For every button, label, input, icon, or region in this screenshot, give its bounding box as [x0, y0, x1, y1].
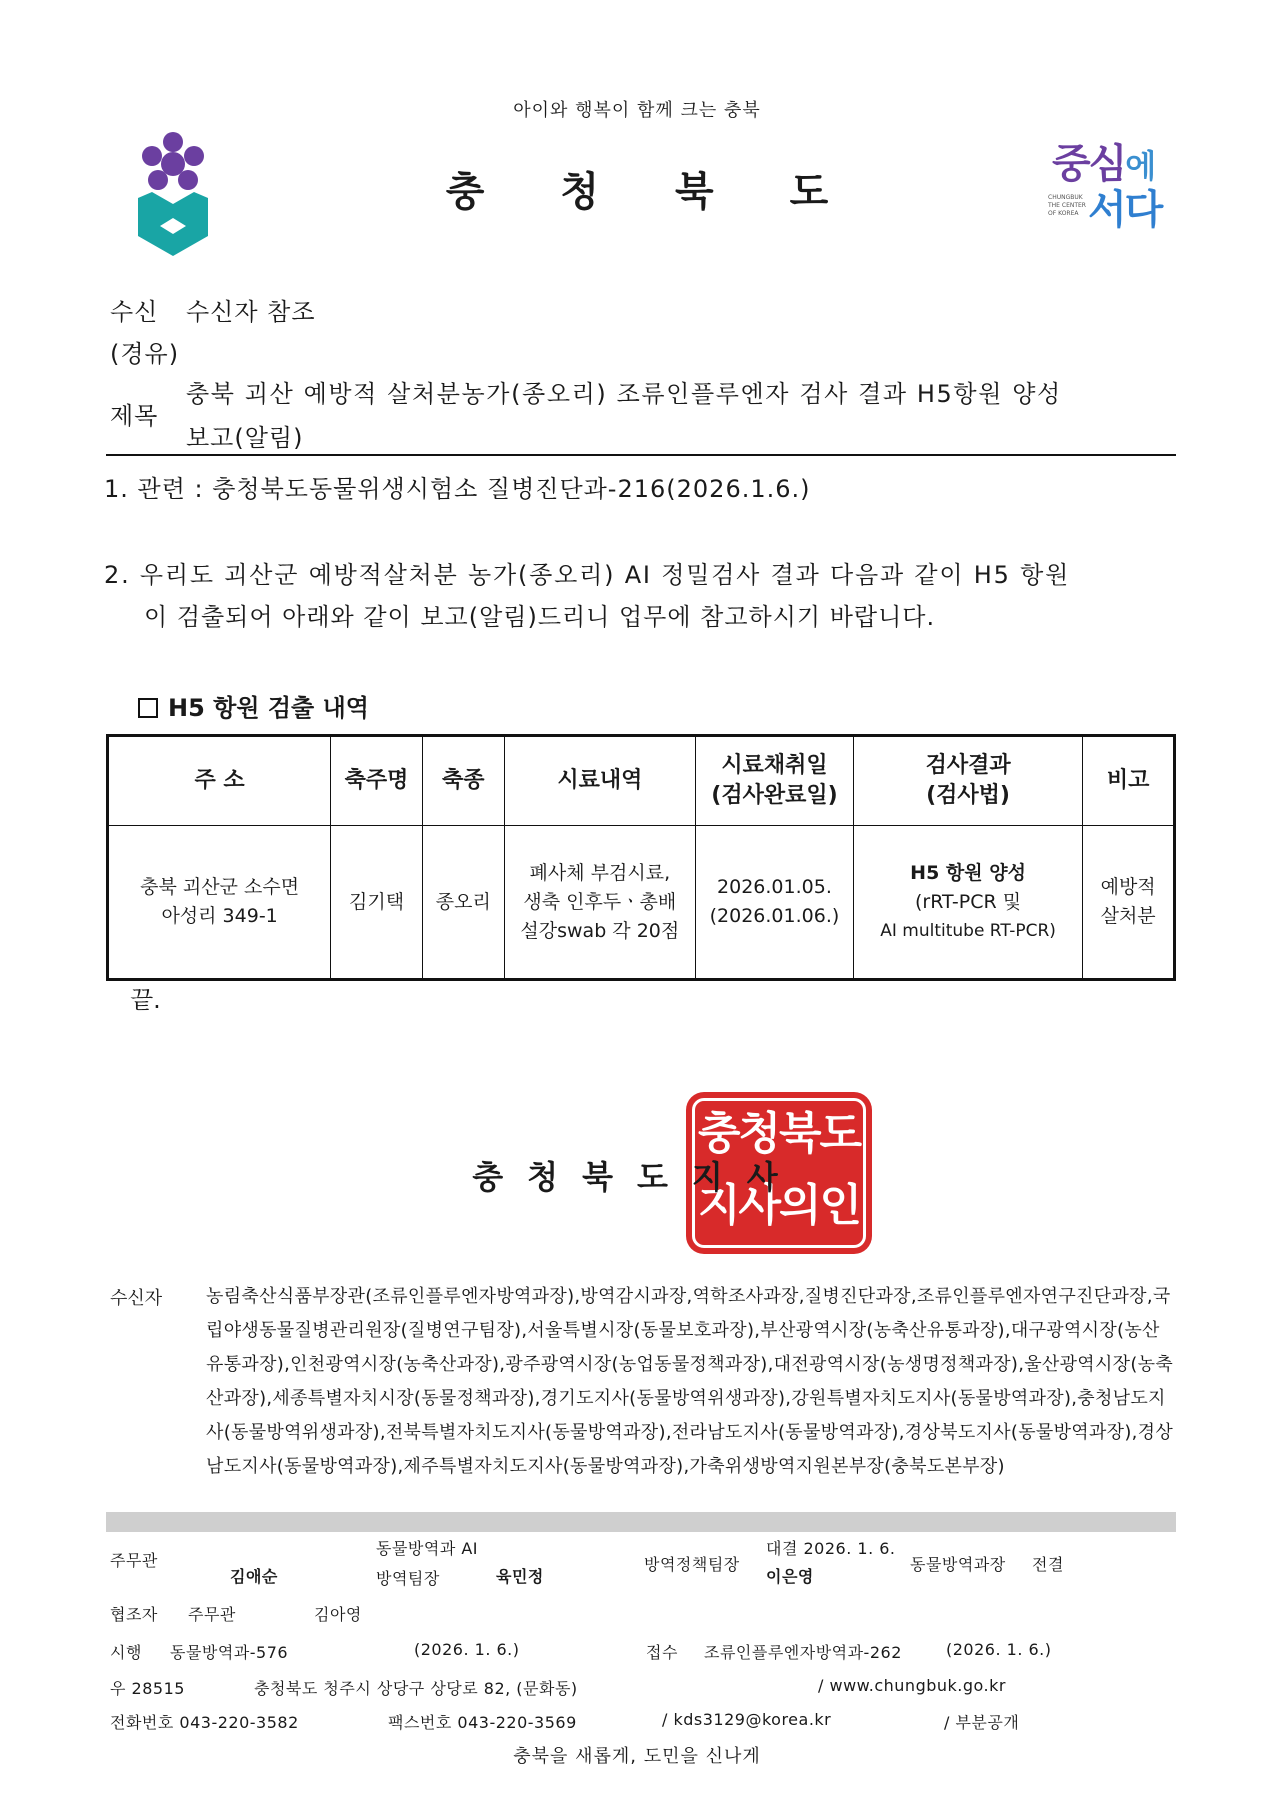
header-date-line-1: 시료채취일: [721, 753, 828, 778]
team-leader-name: 육민정: [496, 1567, 544, 1586]
cell-date-line-2: (2026.01.06.): [709, 905, 840, 927]
brand-logo-line1-small: 에: [1125, 147, 1155, 185]
website-link[interactable]: / www.chungbuk.go.kr: [818, 1676, 1006, 1695]
cooperator-role: 주무관: [188, 1605, 236, 1624]
header-address: 주 소: [108, 736, 331, 826]
end-mark: 끝.: [130, 986, 161, 1014]
checkbox-square-icon: [138, 698, 158, 718]
receipt-number: 조류인플루엔자방역과-262: [704, 1643, 902, 1662]
disclosure-status: / 부분공개: [944, 1713, 1020, 1732]
cell-sample: [504, 826, 695, 980]
cooperator-label: 협조자: [110, 1605, 158, 1624]
cell-note-line-1: 예방적: [1100, 876, 1156, 898]
section-title: [138, 688, 369, 723]
policy-delegation: 대결 2026. 1. 6.: [766, 1539, 896, 1558]
cell-sample-line-2: 생축 인후두ㆍ총배: [523, 890, 677, 913]
header-owner: 축주명: [331, 736, 423, 826]
enforcement-date: (2026. 1. 6.): [414, 1640, 520, 1659]
header-divider: [106, 454, 1176, 456]
cooperator-name: 김아영: [314, 1605, 362, 1624]
header-note: 비고: [1083, 736, 1175, 826]
h5-detection-table: [106, 734, 1176, 981]
cell-address-line-1: 충북 괴산군 소수면: [140, 876, 300, 898]
subject-label: 제목: [110, 402, 159, 430]
footer-divider-bar: [106, 1512, 1176, 1532]
cell-sample-line-1: 폐사체 부검시료,: [529, 861, 671, 884]
recipients-list: 농림축산식품부장관(조류인플루엔자방역과장),방역감시과장,역학조사과장,질병진단과장,조류인플루엔자연구진단과장,국립야생동물질병관리원장(질병연구팀장),서울특별시장(동물보호과장),부산광역시장(농축산유통과장),대구광역시장(농산유통과장),인천광역시장(농축산과장),광주광역시장(농업동물정책과장),대전광역시장(농생명정책과장),울산광역시장(농축산과장),세종특별자치시장(동물정책과장),경기도지사(동물방역위생과장),강원특별자치도지사(동물방역과장),충청남도지사(동물방역위생과장),전북특별자치도지사(동물방역과장),전라남도지사(동물방역과장),경상북도지사(동물방역과장),경상남도지사(동물방역과장),제주특별자치도지사(동물방역과장),가축위생방역지원본부장(충북도본부장): [206, 1286, 1174, 1477]
header-sample: 시료내역: [504, 736, 695, 826]
organization-title: 충청북도: [445, 169, 905, 215]
brand-logo-line1: 중심: [1052, 141, 1126, 187]
seal-text-line-1: 충청북도: [697, 1108, 860, 1159]
cell-note-line-2: 살처분: [1100, 905, 1156, 927]
team-role-line-2: 방역팀장: [376, 1569, 440, 1588]
body-item-2-line-1: 2. 우리도 괴산군 예방적살처분 농가(종오리) AI 정밀검사 결과 다음과 같이 H5 항원: [104, 561, 1071, 589]
recipient-label: 수신: [110, 298, 159, 326]
officer-name: 김애순: [230, 1567, 278, 1586]
header-result-line-1: 검사결과: [925, 753, 1011, 778]
cell-address: [108, 826, 331, 980]
cell-owner: 김기택: [331, 826, 423, 980]
table-row: [108, 826, 1175, 980]
fax-number: 팩스번호 043-220-3569: [388, 1713, 577, 1732]
enforcement-number: 동물방역과-576: [170, 1643, 289, 1662]
header-result-line-2: (검사법): [926, 783, 1010, 808]
section-title-text: H5 항원 검출 내역: [168, 694, 369, 722]
header-date-line-2: (검사완료일): [711, 783, 838, 808]
cell-note: [1083, 826, 1175, 980]
officer-label: 주무관: [110, 1551, 158, 1570]
brand-logo-line2: 서다: [1088, 187, 1162, 233]
body-item-2-line-2: 이 검출되어 아래와 같이 보고(알림)드리니 업무에 참고하시기 바랍니다.: [144, 603, 936, 631]
header-date: [696, 736, 854, 826]
subject-line-2: 보고(알림): [186, 424, 304, 452]
email-link[interactable]: / kds3129@korea.kr: [662, 1710, 832, 1729]
header-species: 축종: [422, 736, 504, 826]
policy-team-role: 방역정책팀장: [644, 1555, 740, 1574]
header-result: [853, 736, 1082, 826]
receipt-date: (2026. 1. 6.): [946, 1640, 1052, 1659]
cell-species: 종오리: [422, 826, 504, 980]
cell-sample-line-3: 설강swab 각 20점: [520, 919, 680, 942]
cell-result-line-2: (rRT-PCR 및: [915, 890, 1022, 913]
brand-logo-small-text: CHUNGBUK THE CENTER OF KOREA: [1048, 194, 1086, 217]
recipient-value: 수신자 참조: [186, 298, 316, 326]
cell-date-line-1: 2026.01.05.: [717, 876, 832, 898]
table-header-row: [108, 736, 1175, 826]
postal-code: 우 28515: [110, 1679, 185, 1698]
recipients-label: 수신자: [110, 1288, 163, 1309]
seal-text-line-2: 지사의인: [697, 1180, 860, 1231]
dept-head-role: 동물방역과장: [910, 1555, 1006, 1574]
brand-slogan-logo: [1048, 142, 1168, 238]
body-item-1: 1. 관련 : 충청북도동물위생시험소 질병진단과-216(2026.1.6.): [104, 475, 811, 503]
policy-leader-name: 이은영: [766, 1567, 814, 1586]
cell-address-line-2: 아성리 349-1: [161, 905, 278, 927]
dept-head-status: 전결: [1032, 1555, 1064, 1574]
office-address: 충청북도 청주시 상당구 상당로 82, (문화동): [254, 1679, 578, 1698]
team-role-line-1: 동물방역과 AI: [376, 1539, 479, 1558]
enforcement-label: 시행: [110, 1643, 142, 1662]
cell-result: [853, 826, 1082, 980]
cell-result-line-1: H5 항원 양성: [910, 861, 1026, 884]
header-slogan: 아이와 행복이 함께 크는 충북: [513, 100, 761, 121]
phone-number: 전화번호 043-220-3582: [110, 1713, 299, 1732]
subject-line-1: 충북 괴산 예방적 살처분농가(종오리) 조류인플루엔자 검사 결과 H5항원 양성: [186, 380, 1062, 408]
governor-signature: 충청북도지사: [472, 1158, 802, 1196]
closing-slogan: 충북을 새롭게, 도민을 신나게: [513, 1746, 761, 1767]
cell-result-line-3: AI multitube RT-PCR): [880, 920, 1056, 941]
via-label: (경유): [110, 340, 180, 368]
cell-date: [696, 826, 854, 980]
receipt-label: 접수: [646, 1643, 678, 1662]
